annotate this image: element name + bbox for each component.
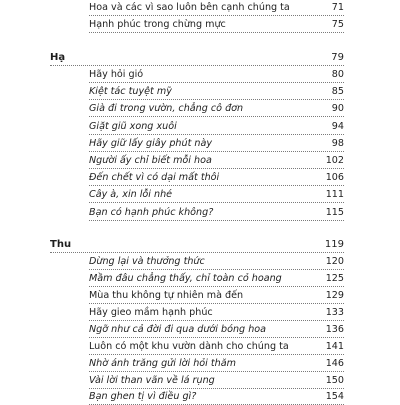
toc-entry-page: 146 xyxy=(325,358,344,369)
toc-entry xyxy=(89,154,344,169)
toc-entry xyxy=(89,85,344,100)
toc-entry xyxy=(89,289,344,304)
toc-entry-page: 115 xyxy=(325,207,344,218)
toc-entry xyxy=(89,188,344,203)
section-page: 79 xyxy=(331,52,344,63)
toc-entry-title: Giặt giũ xong xuôi xyxy=(89,121,177,132)
toc-entry xyxy=(89,357,344,372)
toc-section-heading xyxy=(50,238,344,253)
toc-entry-page: 141 xyxy=(325,341,344,352)
toc-entry-page: 111 xyxy=(325,189,344,200)
section-title: Thu xyxy=(50,239,72,250)
toc-entry-page: 154 xyxy=(325,391,344,402)
toc-entry-page: 133 xyxy=(325,307,344,318)
toc-entry-page: 102 xyxy=(325,155,344,166)
toc-entry-title: Người ấy chỉ biết mỗi hoa xyxy=(89,155,212,166)
toc-entry-page: 120 xyxy=(325,256,344,267)
toc-entry-title: Luôn có một khu vườn dành cho chúng ta xyxy=(89,341,289,352)
toc-entry xyxy=(89,137,344,152)
toc-entry-title: Đến chết vì có dại mất thôi xyxy=(89,172,220,183)
toc-entry xyxy=(89,68,344,83)
toc-entry xyxy=(89,255,344,270)
toc-entry-title: Cây à, xin lỗi nhé xyxy=(89,189,173,200)
toc-entry xyxy=(89,206,344,221)
toc-entry-page: 75 xyxy=(331,19,344,30)
toc-entry xyxy=(89,323,344,338)
toc-entry-title: Nhờ ánh trăng gửi lời hỏi thăm xyxy=(89,358,236,369)
toc-entry xyxy=(89,374,344,389)
toc-entry-title: Hạnh phúc trong chừng mực xyxy=(89,19,226,30)
toc-entry-page: 94 xyxy=(331,121,344,132)
toc-entry-title: Vài lời than vãn về lá rụng xyxy=(89,375,215,386)
toc-entry xyxy=(89,18,344,33)
toc-entry-title: Dừng lại và thưởng thức xyxy=(89,256,205,267)
toc-entry-page: 85 xyxy=(331,86,344,97)
toc-entry-title: Hoa và các vì sao luôn bên cạnh chúng ta xyxy=(89,2,290,13)
toc-entry-title: Mầm đâu chẳng thấy, chỉ toàn cỏ hoang xyxy=(89,273,282,284)
toc-entry-title: Hãy hỏi gió xyxy=(89,69,144,80)
toc-entry xyxy=(89,120,344,135)
toc-entry xyxy=(89,306,344,321)
toc-entry xyxy=(89,1,344,16)
toc-entry-title: Bạn có hạnh phúc không? xyxy=(89,207,214,218)
toc-entry-title: Bạn ghen tị vì điều gì? xyxy=(89,391,197,402)
toc-entry-page: 106 xyxy=(325,172,344,183)
toc-entry-page: 129 xyxy=(325,290,344,301)
toc-entry-page: 90 xyxy=(331,103,344,114)
toc-entry-title: Mùa thu không tự nhiên mà đến xyxy=(89,290,244,301)
toc-entry xyxy=(89,102,344,117)
toc-entry-page: 98 xyxy=(331,138,344,149)
toc-entry-title: Ngỡ như cả đời đi qua dưới bóng hoa xyxy=(89,324,267,335)
toc-entry-page: 136 xyxy=(325,324,344,335)
toc-entry-title: Hãy giữ lấy giây phút này xyxy=(89,138,213,149)
section-page: 119 xyxy=(324,239,344,250)
toc-entry-page: 71 xyxy=(331,2,344,13)
toc-entry-title: Già đi trong vườn, chẳng cô đơn xyxy=(89,103,244,114)
toc-entry-page: 150 xyxy=(325,375,344,386)
toc-entry-page: 80 xyxy=(331,69,344,80)
toc-entry xyxy=(89,340,344,355)
toc-entry xyxy=(89,390,344,405)
toc-section-heading xyxy=(50,51,344,66)
section-title: Hạ xyxy=(50,52,66,63)
toc-entry-title: Kiệt tác tuyệt mỹ xyxy=(89,86,172,97)
toc-entry-page: 125 xyxy=(325,273,344,284)
toc-entry-title: Hãy gieo mầm hạnh phúc xyxy=(89,307,213,318)
toc-entry xyxy=(89,171,344,186)
toc-entry xyxy=(89,272,344,287)
